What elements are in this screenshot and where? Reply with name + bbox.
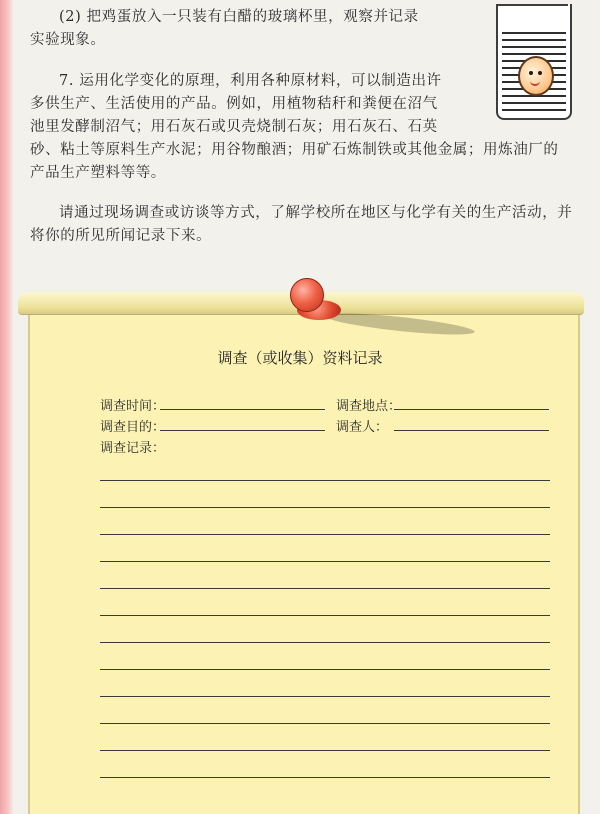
p2-line3: 池里发酵制沼气；用石灰石或贝壳烧制石灰；用石灰石、石英 xyxy=(30,119,438,135)
purpose-label: 调查目的： xyxy=(100,420,166,435)
p2-line1: 7. 运用化学变化的原理，利用各种原材料，可以制造出许 xyxy=(59,73,442,89)
record-line[interactable] xyxy=(100,507,550,508)
record-line[interactable] xyxy=(100,561,550,562)
p2-line4: 砂、粘土等原料生产水泥；用谷物酿酒；用矿石炼制铁或其他金属；用炼油厂的 xyxy=(30,142,559,158)
time-label: 调查时间： xyxy=(100,399,166,414)
record-line[interactable] xyxy=(100,669,550,670)
paragraph-chemistry-products xyxy=(30,70,559,185)
record-line[interactable] xyxy=(100,480,550,481)
record-line[interactable] xyxy=(100,777,550,778)
pushpin-icon xyxy=(290,278,324,312)
person-field[interactable] xyxy=(394,430,549,431)
record-line[interactable] xyxy=(100,642,550,643)
p2-line5: 产品生产塑料等等。 xyxy=(30,165,166,181)
page-edge-band xyxy=(0,0,14,814)
record-line[interactable] xyxy=(100,723,550,724)
p2-line2: 多供生产、生活使用的产品。例如，用植物秸秆和粪便在沼气 xyxy=(30,96,438,112)
paragraph-experiment xyxy=(30,6,475,52)
record-line[interactable] xyxy=(100,615,550,616)
record-line[interactable] xyxy=(100,696,550,697)
person-label: 调查人： xyxy=(336,420,389,435)
glass-with-egg-illustration xyxy=(496,4,572,120)
egg-icon xyxy=(518,56,554,96)
time-field[interactable] xyxy=(160,409,325,410)
record-line[interactable] xyxy=(100,750,550,751)
place-label: 调查地点： xyxy=(336,399,402,414)
paragraph-task xyxy=(30,202,595,248)
record-label: 调查记录： xyxy=(100,441,166,456)
record-line[interactable] xyxy=(100,588,550,589)
place-field[interactable] xyxy=(394,409,549,410)
record-line[interactable] xyxy=(100,534,550,535)
record-paper xyxy=(28,300,580,814)
form-title: 调查（或收集）资料记录 xyxy=(217,349,383,367)
p3-line1: 请通过现场调查或访谈等方式，了解学校所在地区与化学有关的生产活动，并 xyxy=(59,205,573,221)
purpose-field[interactable] xyxy=(160,430,325,431)
p1-line2: 实验现象。 xyxy=(30,32,106,48)
p3-line2: 将你的所见所闻记录下来。 xyxy=(30,228,212,244)
p1-line1: (2) 把鸡蛋放入一只装有白醋的玻璃杯里，观察并记录 xyxy=(59,9,419,25)
